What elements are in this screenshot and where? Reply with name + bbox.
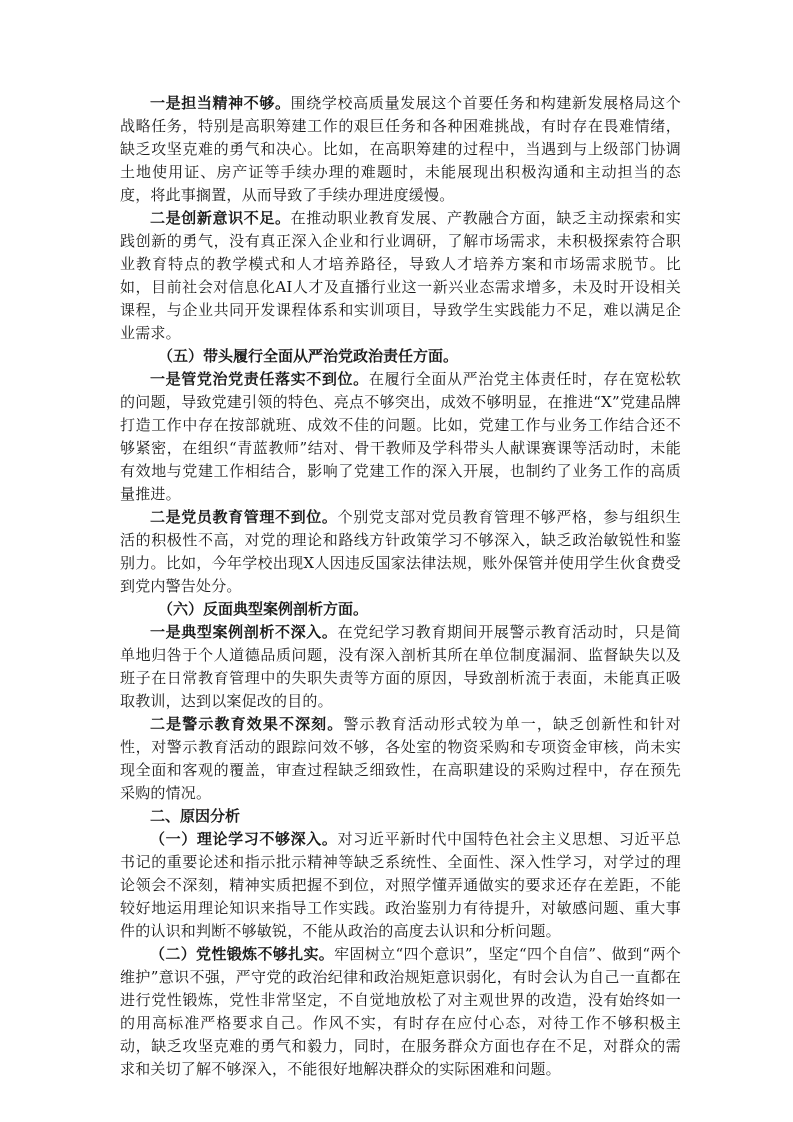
paragraph-lead: 一是典型案例剖析不深入。 — [150, 623, 338, 641]
paragraph-text: 对习近平新时代中国特色社会主义思想、习近平总书记的重要论述和指示批示精神等缺乏系统性、全面性、深入性学习，对学过的理论领会不深刻，精神实质把握不到位，对照学懂弄通做实的要求还存在差距，不能较好地运用理论知识来指导工作实践。政治鉴别力有待提升，对敏感问题、重大事件的认识和判断不够敏锐，不能从政治的高度去认识和分析问题。 — [120, 830, 681, 940]
paragraph-lead: （一）理论学习不够深入。 — [150, 830, 338, 848]
paragraph-lead: （二）党性锻炼不够扎实。 — [150, 945, 335, 963]
paragraph — [120, 92, 681, 207]
paragraph-text: 在履行全面从严治党主体责任时，存在宽松软的问题，导致党建引领的特色、亮点不够突出，成效不够明显，在推进“X”党建品牌打造工作中存在按部就班、成效不佳的问题。比如，党建工作与业务工作结合还不够紧密，在组织“青蓝教师”结对、骨干教师及学科带头人献课赛课等活动时，未能有效地与党建工作相结合，影响了党建工作的深入开展，也制约了业务工作的高质量推进。 — [120, 370, 681, 503]
paragraph-text: 牢固树立“四个意识”，坚定“四个自信”、做到“两个维护”意识不强，严守党的政治纪律和政治规矩意识弱化，有时会认为自己一直都在进行党性锻炼，党性非常坚定，不自觉地放松了对主观世界的改造，没有始终如一的用高标准严格要求自己。作风不实，有时存在应付心态，对待工作不够积极主动，缺乏攻坚克难的勇气和毅力，同时，在服务群众方面也存在不足，对群众的需求和关切了解不够深入，不能很好地解决群众的实际困难和问题。 — [120, 945, 681, 1078]
section-heading: （六）反面典型案例剖析方面。 — [158, 600, 369, 618]
paragraph-lead: 二是党员教育管理不到位。 — [150, 508, 338, 526]
paragraph-text: 个别党支部对党员教育管理不够严格，参与组织生活的积极性不高，对党的理论和路线方针政策学习不够深入，缺乏政治敏锐性和鉴别力。比如，今年学校出现X人因违反国家法律法规，账外保管并使用学生伙食费受到党内警告处分。 — [120, 508, 681, 595]
section-heading: （五）带头履行全面从严治党政治责任方面。 — [158, 347, 459, 365]
paragraph-text: 在党纪学习教育期间开展警示教育活动时，只是简单地归咎于个人道德品质问题，没有深入剖析其所在单位制度漏洞、监督缺失以及班子在日常教育管理中的失职失责等方面的原因，导致剖析流于表面，未能真正吸取教训，达到以案促改的目的。 — [120, 623, 681, 710]
paragraph — [120, 207, 681, 345]
part-heading: 二、原因分析 — [150, 807, 241, 825]
paragraph-text: 在推动职业教育发展、产教融合方面，缺乏主动探索和实践创新的勇气，没有真正深入企业和行业调研，了解市场需求，未积极探索符合职业教育特点的教学模式和人才培养路径，导致人才培养方案和市场需求脱节。比如，目前社会对信息化AI人才及直播行业这一新兴业态需求增多，未及时开设相关课程，与企业共同开发课程体系和实训项目，导致学生实践能力不足，难以满足企业需求。 — [120, 209, 681, 342]
paragraph — [120, 713, 681, 805]
paragraph — [120, 828, 681, 943]
paragraph — [120, 368, 681, 506]
paragraph — [120, 621, 681, 713]
paragraph-lead: 二是警示教育效果不深刻。 — [150, 715, 344, 733]
paragraph-lead: 一是管党治党责任落实不到位。 — [150, 370, 369, 388]
paragraph — [120, 506, 681, 598]
paragraph-lead: 一是担当精神不够。 — [150, 94, 291, 112]
paragraph-lead: 二是创新意识不足。 — [150, 209, 291, 227]
paragraph-text: 警示教育活动形式较为单一，缺乏创新性和针对性，对警示教育活动的跟踪问效不够，各处室的物资采购和专项资金审核，尚未实现全面和客观的覆盖，审查过程缺乏细致性，在高职建设的采购过程中，存在预先采购的情况。 — [120, 715, 682, 802]
paragraph — [120, 943, 681, 1081]
paragraph-text: 围绕学校高质量发展这个首要任务和构建新发展格局这个战略任务，特别是高职筹建工作的艰巨任务和各种困难挑战，有时存在畏难情绪，缺乏攻坚克难的勇气和决心。比如，在高职筹建的过程中，当遇到与上级部门协调土地使用证、房产证等手续办理的难题时，未能展现出积极沟通和主动担当的态度，将此事搁置，从而导致了手续办理进度缓慢。 — [120, 94, 681, 204]
